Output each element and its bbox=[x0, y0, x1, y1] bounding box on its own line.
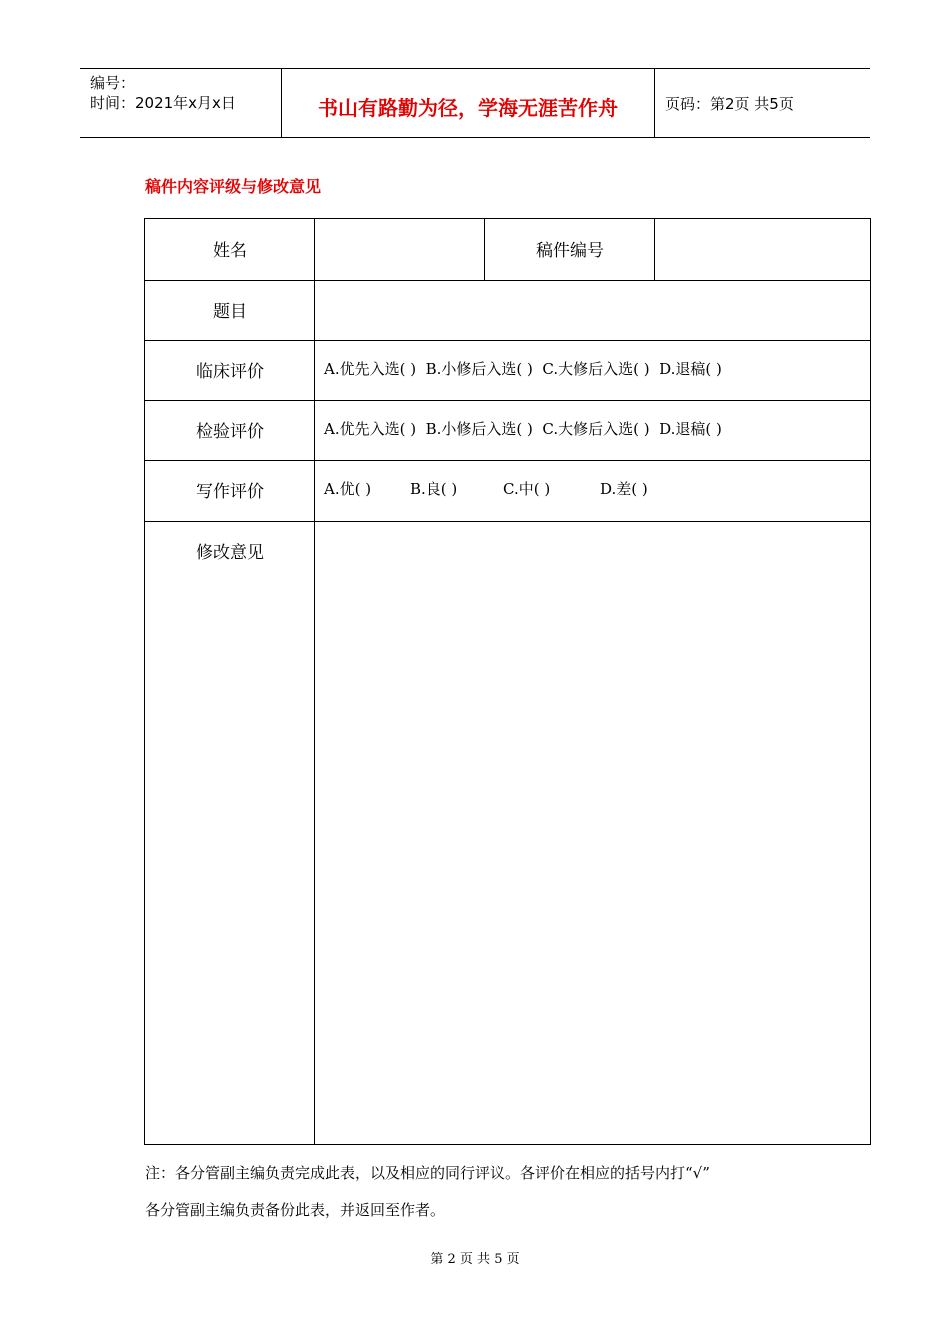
revision-label: 修改意见 bbox=[196, 543, 264, 563]
revision-comments-field[interactable] bbox=[317, 525, 867, 1140]
lab-options[interactable]: A.优先入选( ) B.小修后入选( ) C.大修后入选( ) D.退稿( ) bbox=[324, 420, 722, 438]
writing-option-a[interactable]: A.优( ) bbox=[324, 480, 372, 498]
slogan: 书山有路勤为径，学海无涯苦作舟 bbox=[318, 95, 618, 120]
name-field[interactable] bbox=[317, 223, 481, 277]
row-divider bbox=[145, 521, 870, 522]
row-divider bbox=[145, 400, 870, 401]
document-header bbox=[80, 68, 870, 138]
manuscript-number-label: 稿件编号 bbox=[536, 241, 604, 261]
review-form bbox=[144, 218, 871, 1145]
row-divider bbox=[145, 280, 870, 281]
topic-label: 题目 bbox=[213, 302, 247, 322]
writing-option-d[interactable]: D.差( ) bbox=[600, 480, 648, 498]
header-slogan-cell bbox=[282, 69, 655, 137]
row-divider bbox=[145, 460, 870, 461]
name-label: 姓名 bbox=[213, 241, 247, 261]
manuscript-number-field[interactable] bbox=[657, 223, 867, 277]
clinical-options[interactable]: A.优先入选( ) B.小修后入选( ) C.大修后入选( ) D.退稿( ) bbox=[324, 360, 722, 378]
page-footer: 第 2 页 共 5 页 bbox=[430, 1252, 520, 1267]
writing-label: 写作评价 bbox=[196, 482, 264, 502]
lab-label: 检验评价 bbox=[196, 422, 264, 442]
note-line-2: 各分管副主编负责备份此表，并返回至作者。 bbox=[145, 1201, 446, 1219]
section-title: 稿件内容评级与修改意见 bbox=[145, 177, 322, 196]
topic-field[interactable] bbox=[317, 283, 867, 337]
header-meta bbox=[80, 69, 282, 137]
clinical-label: 临床评价 bbox=[196, 362, 264, 382]
row-divider bbox=[145, 340, 870, 341]
note-line-1: 注：各分管副主编负责完成此表，以及相应的同行评议。各评价在相应的括号内打“√” bbox=[145, 1164, 710, 1182]
writing-option-b[interactable]: B.良( ) bbox=[410, 480, 458, 498]
number-label: 编号： bbox=[90, 74, 136, 92]
page-label: 页码：第2页 共5页 bbox=[665, 94, 794, 113]
time-label: 时间：2021年x月x日 bbox=[90, 94, 236, 112]
writing-option-c[interactable]: C.中( ) bbox=[503, 480, 551, 498]
